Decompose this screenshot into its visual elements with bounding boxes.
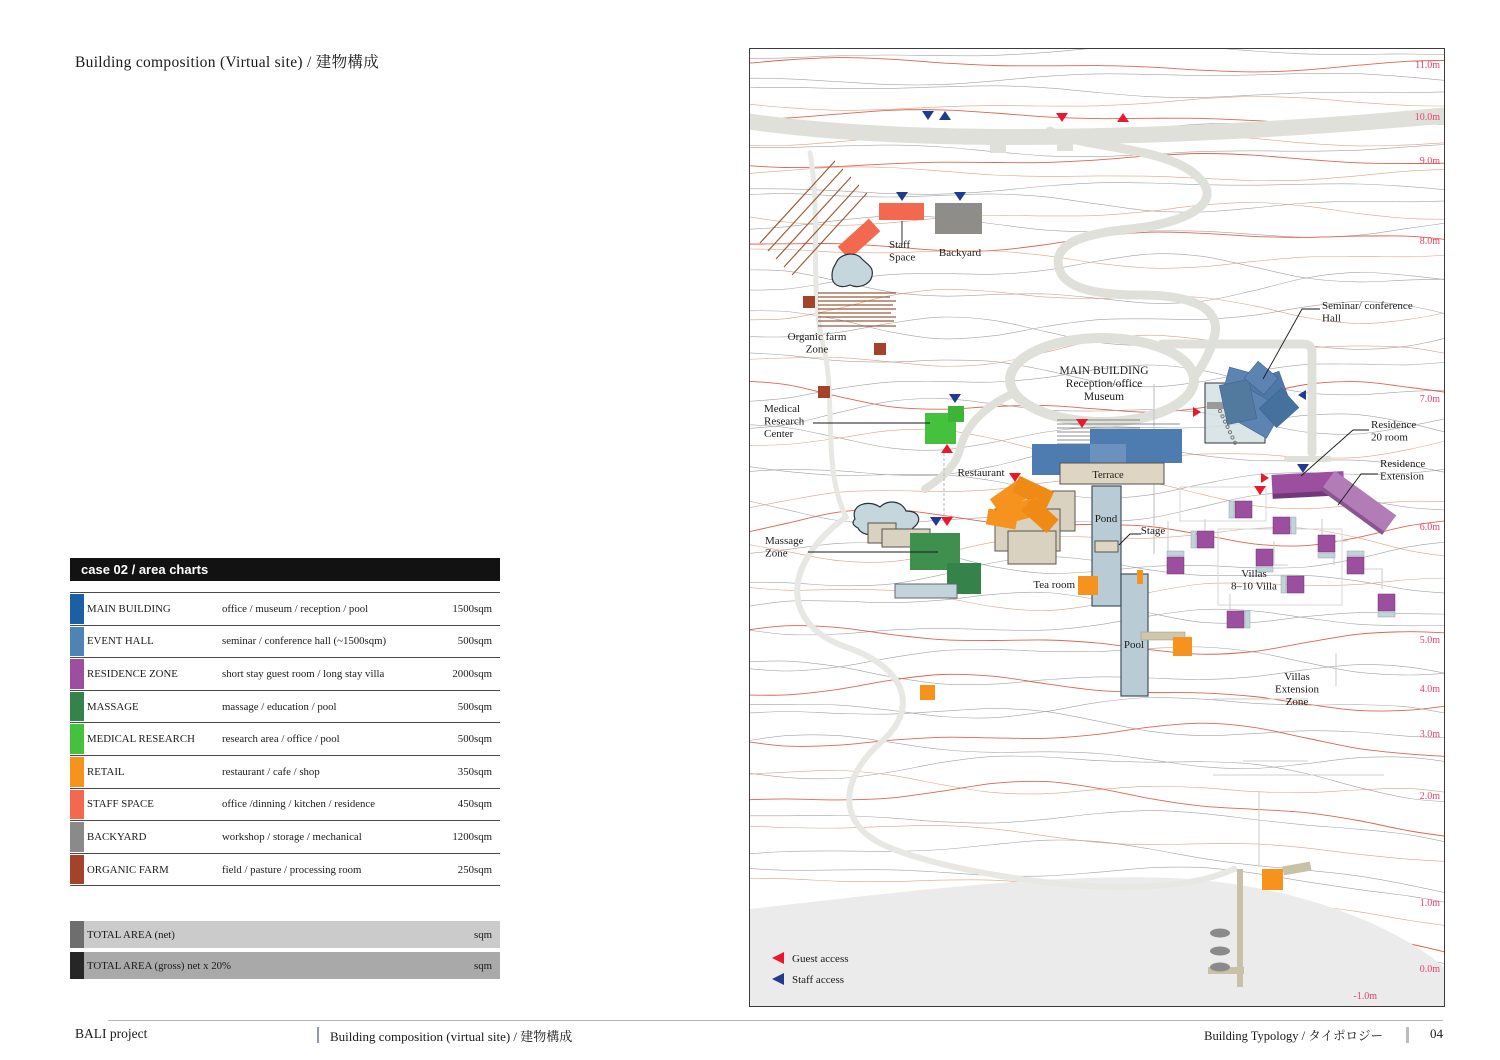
- beach-deck: [1282, 862, 1311, 876]
- staff-access-marker: [922, 111, 934, 120]
- total-row: [70, 952, 500, 979]
- category-area: 500sqm: [457, 700, 492, 713]
- category-description: massage / education / pool: [222, 700, 337, 713]
- category-description: restaurant / cafe / shop: [222, 765, 320, 778]
- contour-label: 10.0m: [1414, 112, 1440, 123]
- category-color-chip: [70, 724, 84, 754]
- contour-label: 1.0m: [1419, 898, 1440, 909]
- map-label-terrace: Terrace: [1092, 470, 1124, 481]
- category-name: RESIDENCE ZONE: [87, 667, 178, 680]
- boat: [1210, 947, 1230, 956]
- category-area: 1500sqm: [452, 602, 492, 615]
- stage-platform: [1095, 541, 1118, 552]
- area-table-row: [70, 789, 500, 822]
- tea-room-building: [1078, 576, 1098, 595]
- footer-divider: [108, 1020, 1443, 1021]
- beach-area: [750, 877, 1444, 1006]
- category-color-chip: [70, 594, 84, 624]
- staff-access-marker: [1298, 390, 1306, 400]
- category-description: research area / office / pool: [222, 733, 340, 746]
- map-label-stage: Stage: [1140, 525, 1166, 537]
- category-name: MAIN BUILDING: [87, 602, 171, 615]
- pool-cafe: [1173, 637, 1192, 656]
- villa-building: [1378, 594, 1395, 617]
- category-color-chip: [70, 855, 84, 885]
- total-name: TOTAL AREA (gross) net x 20%: [87, 959, 231, 972]
- total-color-chip: [70, 952, 84, 979]
- main-building-overlap: [1090, 444, 1126, 463]
- area-table-row: [70, 854, 500, 887]
- villa-building: [1191, 531, 1214, 548]
- area-table-row: [70, 593, 500, 626]
- villa-building: [1227, 611, 1250, 628]
- contour-label: 3.0m: [1419, 729, 1440, 740]
- map-label-medical: Research: [764, 415, 805, 428]
- category-name: ORGANIC FARM: [87, 863, 169, 876]
- site-map: [750, 49, 1444, 1006]
- category-area: 250sqm: [457, 863, 492, 876]
- category-name: MEDICAL RESEARCH: [87, 733, 195, 746]
- massage-pool: [895, 584, 957, 598]
- staff-access-marker: [939, 111, 951, 120]
- category-color-chip: [70, 692, 84, 722]
- category-area: 500sqm: [457, 733, 492, 746]
- map-label-staff-space: Staff: [889, 239, 911, 251]
- retail-kiosk: [1137, 570, 1143, 584]
- area-table-row: [70, 756, 500, 789]
- footer-project-name: BALI project: [75, 1026, 148, 1041]
- guest-access-marker: [1261, 473, 1269, 483]
- footer-separator: [317, 1027, 319, 1043]
- total-area: sqm: [474, 959, 492, 972]
- total-name: TOTAL AREA (net): [87, 928, 175, 941]
- category-area: 450sqm: [457, 798, 492, 811]
- contour-label: -1.0m: [1353, 991, 1377, 1002]
- area-table-row: [70, 723, 500, 756]
- villa-building: [1167, 551, 1184, 574]
- map-label-tea-room: Tea room: [1033, 579, 1075, 591]
- category-name: EVENT HALL: [87, 635, 154, 648]
- map-label-organic-farm: Zone: [805, 343, 829, 356]
- beach-kiosk: [1262, 869, 1283, 890]
- guest-access-marker: [1254, 486, 1266, 495]
- map-label-organic-farm: Organic farm: [787, 331, 847, 343]
- map-label-medical: Medical: [764, 403, 801, 415]
- category-description: short stay guest room / long stay villa: [222, 667, 385, 680]
- footer-page-number: 04: [1430, 1026, 1443, 1041]
- category-description: seminar / conference hall (~1500sqm): [222, 635, 387, 648]
- villa-building: [1229, 501, 1252, 518]
- contour-label: 11.0m: [1415, 60, 1440, 71]
- contour-label: 8.0m: [1419, 236, 1440, 247]
- villa-building: [1273, 517, 1296, 534]
- category-name: RETAIL: [87, 765, 125, 778]
- villa-building: [1318, 535, 1335, 558]
- trail-kiosk: [920, 685, 935, 700]
- map-label-residence-ext: Residence: [1380, 458, 1426, 470]
- category-color-chip: [70, 790, 84, 820]
- category-name: BACKYARD: [87, 830, 147, 843]
- contour-label: 4.0m: [1419, 684, 1440, 695]
- category-name: MASSAGE: [87, 700, 139, 713]
- area-table-row: [70, 658, 500, 691]
- staff-space-building: [879, 203, 924, 220]
- total-area: sqm: [474, 928, 492, 941]
- map-label-seminar: Seminar/ conference: [1322, 300, 1413, 312]
- map-label-massage: Zone: [765, 547, 788, 560]
- map-label-villas-ext: Villas: [1284, 671, 1310, 683]
- area-table-header: case 02 / area charts: [70, 558, 500, 581]
- map-label-residence: 20 room: [1371, 431, 1408, 444]
- page-title: Building composition (Virtual site) / 建物構成: [75, 54, 379, 71]
- area-table-row: [70, 821, 500, 854]
- map-label-main-building: Museum: [1083, 391, 1125, 403]
- map-label-villas: Villas: [1241, 568, 1267, 580]
- category-color-chip: [70, 659, 84, 689]
- map-label-pool: Pool: [1123, 639, 1145, 651]
- map-label-backyard: Backyard: [938, 247, 982, 259]
- boat: [1210, 929, 1230, 938]
- medical-research-building-2: [948, 406, 964, 422]
- map-label-medical: Center: [764, 428, 794, 440]
- category-description: field / pasture / processing room: [222, 863, 362, 876]
- boat: [1210, 963, 1230, 972]
- footer-separator: [1406, 1027, 1409, 1043]
- category-color-chip: [70, 627, 84, 657]
- staff-access-marker: [954, 192, 966, 201]
- footer-section-title: Building composition (virtual site) / 建物構成: [330, 1029, 573, 1044]
- guest-access-marker: [941, 444, 953, 453]
- category-name: STAFF SPACE: [87, 798, 154, 811]
- map-label-seminar: Hall: [1322, 312, 1341, 325]
- total-row: [70, 921, 500, 948]
- map-label-staff-space: Space: [889, 251, 916, 264]
- map-label-residence: Residence: [1371, 419, 1417, 431]
- area-table-rows: [70, 592, 500, 886]
- category-area: 1200sqm: [452, 830, 492, 843]
- map-label-residence-ext: Extension: [1380, 470, 1424, 483]
- contour-label: 9.0m: [1419, 156, 1440, 167]
- map-label-main-building: MAIN BUILDING: [1059, 365, 1149, 377]
- staff-access-marker: [1297, 464, 1309, 473]
- staff-access-marker: [949, 394, 961, 403]
- category-area: 500sqm: [457, 635, 492, 648]
- contour-label: 2.0m: [1419, 791, 1440, 802]
- site-map-panel: [749, 48, 1445, 1007]
- staff-pond: [832, 254, 872, 286]
- map-label-villas-ext: Extension: [1275, 683, 1319, 696]
- map-label-main-building: Reception/office: [1065, 378, 1143, 390]
- contour-label: 0.0m: [1419, 964, 1440, 975]
- category-description: workshop / storage / mechanical: [222, 830, 362, 843]
- map-label-villas: 8–10 Villa: [1231, 580, 1277, 593]
- backyard-building: [935, 203, 982, 234]
- area-table: [70, 558, 500, 983]
- category-description: office / museum / reception / pool: [222, 602, 369, 615]
- map-label-massage: Massage: [765, 535, 804, 547]
- map-label-restaurant: Restaurant: [957, 467, 1005, 479]
- category-color-chip: [70, 822, 84, 852]
- total-color-chip: [70, 921, 84, 948]
- legend-label: Guest access: [792, 953, 849, 965]
- category-area: 350sqm: [457, 765, 492, 778]
- guest-access-marker: [1117, 113, 1129, 122]
- area-table-row: [70, 691, 500, 724]
- legend-label: Staff access: [792, 974, 845, 986]
- contour-label: 6.0m: [1419, 522, 1440, 533]
- farm-shed: [874, 343, 886, 355]
- area-table-totals: [70, 921, 500, 979]
- farm-shed: [803, 296, 815, 308]
- villa-building: [1281, 576, 1304, 593]
- guest-access-marker: [941, 517, 953, 526]
- category-color-chip: [70, 757, 84, 787]
- farm-shed: [818, 386, 830, 398]
- category-description: office /dinning / kitchen / residence: [222, 798, 376, 811]
- staff-access-marker: [930, 517, 942, 526]
- villa-building: [1347, 551, 1364, 574]
- category-area: 2000sqm: [452, 667, 492, 680]
- footer-chapter-title: Building Typology / タイポロジー: [1204, 1029, 1383, 1043]
- contour-label: 5.0m: [1419, 635, 1440, 646]
- map-label-villas-ext: Zone: [1285, 696, 1309, 708]
- contour-label: 7.0m: [1419, 394, 1440, 405]
- map-label-pond: Pond: [1094, 513, 1118, 525]
- area-table-row: [70, 626, 500, 659]
